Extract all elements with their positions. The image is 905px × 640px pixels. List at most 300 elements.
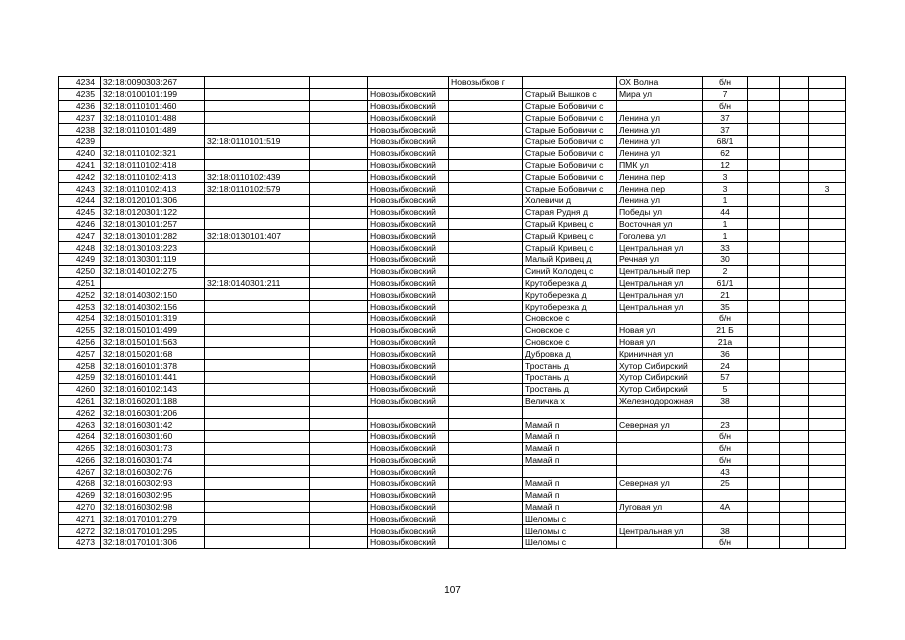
- city-cell: [449, 289, 523, 301]
- house-cell: 37: [703, 112, 748, 124]
- district-cell: Новозыбковский: [368, 466, 449, 478]
- settlement-cell: [523, 77, 617, 89]
- table-row: [59, 442, 846, 454]
- extra-cell-3: [809, 265, 846, 277]
- empty-cell: [310, 88, 368, 100]
- house-cell: 3: [703, 171, 748, 183]
- row-number-cell: 4251: [59, 277, 101, 289]
- extra-cell-1: [748, 407, 780, 419]
- street-cell: Ленина ул: [617, 112, 703, 124]
- house-cell: 25: [703, 478, 748, 490]
- empty-cell: [310, 253, 368, 265]
- extra-cell-2: [780, 301, 809, 313]
- city-cell: [449, 206, 523, 218]
- cadastral-number-alt-cell: 32:18:0110102:579: [205, 183, 310, 195]
- district-cell: [368, 77, 449, 89]
- extra-cell-1: [748, 277, 780, 289]
- cadastral-number-cell: 32:18:0160302:76: [101, 466, 205, 478]
- settlement-cell: Мамай п: [523, 442, 617, 454]
- extra-cell-3: [809, 371, 846, 383]
- city-cell: [449, 183, 523, 195]
- house-cell: 21: [703, 289, 748, 301]
- settlement-cell: Старый Кривец с: [523, 218, 617, 230]
- cadastral-number-cell: 32:18:0110102:418: [101, 159, 205, 171]
- row-number-cell: 4259: [59, 371, 101, 383]
- extra-cell-1: [748, 147, 780, 159]
- empty-cell: [310, 242, 368, 254]
- extra-cell-2: [780, 348, 809, 360]
- city-cell: [449, 265, 523, 277]
- district-cell: Новозыбковский: [368, 206, 449, 218]
- district-cell: Новозыбковский: [368, 265, 449, 277]
- extra-cell-2: [780, 466, 809, 478]
- table-row: [59, 395, 846, 407]
- table-row: [59, 348, 846, 360]
- city-cell: [449, 218, 523, 230]
- settlement-cell: Мамай п: [523, 419, 617, 431]
- extra-cell-2: [780, 218, 809, 230]
- extra-cell-2: [780, 312, 809, 324]
- settlement-cell: Мамай п: [523, 430, 617, 442]
- extra-cell-2: [780, 501, 809, 513]
- empty-cell: [310, 324, 368, 336]
- empty-cell: [310, 501, 368, 513]
- street-cell: Хутор Сибирский: [617, 371, 703, 383]
- cadastral-number-cell: 32:18:0160201:188: [101, 395, 205, 407]
- cadastral-number-alt-cell: [205, 253, 310, 265]
- data-table: [58, 76, 846, 549]
- settlement-cell: Крутоберезка д: [523, 277, 617, 289]
- extra-cell-2: [780, 537, 809, 549]
- cadastral-number-alt-cell: [205, 324, 310, 336]
- street-cell: Ленина пер: [617, 183, 703, 195]
- extra-cell-1: [748, 289, 780, 301]
- row-number-cell: 4266: [59, 454, 101, 466]
- extra-cell-3: [809, 419, 846, 431]
- cadastral-number-alt-cell: [205, 312, 310, 324]
- table-row: [59, 147, 846, 159]
- settlement-cell: Крутоберезка д: [523, 301, 617, 313]
- extra-cell-1: [748, 124, 780, 136]
- empty-cell: [310, 454, 368, 466]
- city-cell: [449, 336, 523, 348]
- street-cell: [617, 489, 703, 501]
- cadastral-number-alt-cell: [205, 466, 310, 478]
- district-cell: Новозыбковский: [368, 88, 449, 100]
- table-row: [59, 88, 846, 100]
- extra-cell-2: [780, 430, 809, 442]
- table-row: [59, 230, 846, 242]
- street-cell: Криничная ул: [617, 348, 703, 360]
- empty-cell: [310, 419, 368, 431]
- district-cell: Новозыбковский: [368, 289, 449, 301]
- district-cell: Новозыбковский: [368, 336, 449, 348]
- cadastral-number-cell: 32:18:0160302:95: [101, 489, 205, 501]
- extra-cell-1: [748, 77, 780, 89]
- district-cell: Новозыбковский: [368, 171, 449, 183]
- city-cell: [449, 147, 523, 159]
- extra-cell-1: [748, 348, 780, 360]
- cadastral-number-alt-cell: [205, 218, 310, 230]
- table-row: [59, 525, 846, 537]
- extra-cell-3: [809, 206, 846, 218]
- table-row: [59, 489, 846, 501]
- street-cell: [617, 466, 703, 478]
- table-row: [59, 383, 846, 395]
- table-row: [59, 501, 846, 513]
- extra-cell-2: [780, 100, 809, 112]
- house-cell: б/н: [703, 442, 748, 454]
- empty-cell: [310, 360, 368, 372]
- cadastral-number-alt-cell: [205, 112, 310, 124]
- row-number-cell: 4261: [59, 395, 101, 407]
- extra-cell-3: [809, 501, 846, 513]
- cadastral-number-alt-cell: [205, 501, 310, 513]
- street-cell: Ленина пер: [617, 171, 703, 183]
- settlement-cell: Шеломы с: [523, 513, 617, 525]
- extra-cell-1: [748, 525, 780, 537]
- settlement-cell: Крутоберезка д: [523, 289, 617, 301]
- table-row: [59, 194, 846, 206]
- city-cell: [449, 537, 523, 549]
- house-cell: 57: [703, 371, 748, 383]
- table-row: [59, 124, 846, 136]
- extra-cell-1: [748, 171, 780, 183]
- extra-cell-1: [748, 183, 780, 195]
- extra-cell-1: [748, 489, 780, 501]
- district-cell: Новозыбковский: [368, 525, 449, 537]
- empty-cell: [310, 277, 368, 289]
- empty-cell: [310, 112, 368, 124]
- cadastral-number-alt-cell: [205, 194, 310, 206]
- street-cell: Центральная ул: [617, 242, 703, 254]
- house-cell: 1: [703, 230, 748, 242]
- district-cell: Новозыбковский: [368, 218, 449, 230]
- street-cell: Центральная ул: [617, 301, 703, 313]
- cadastral-number-cell: 32:18:0160101:441: [101, 371, 205, 383]
- cadastral-number-alt-cell: [205, 513, 310, 525]
- district-cell: Новозыбковский: [368, 501, 449, 513]
- settlement-cell: Старый Вышков с: [523, 88, 617, 100]
- city-cell: [449, 419, 523, 431]
- street-cell: Луговая ул: [617, 501, 703, 513]
- table-row: [59, 135, 846, 147]
- row-number-cell: 4270: [59, 501, 101, 513]
- empty-cell: [310, 442, 368, 454]
- table-row: [59, 360, 846, 372]
- row-number-cell: 4247: [59, 230, 101, 242]
- city-cell: [449, 100, 523, 112]
- extra-cell-2: [780, 159, 809, 171]
- house-cell: 21 Б: [703, 324, 748, 336]
- street-cell: Победы ул: [617, 206, 703, 218]
- house-cell: 38: [703, 525, 748, 537]
- settlement-cell: Мамай п: [523, 454, 617, 466]
- cadastral-number-alt-cell: [205, 371, 310, 383]
- table-row: [59, 253, 846, 265]
- empty-cell: [310, 100, 368, 112]
- table-row: [59, 336, 846, 348]
- cadastral-number-cell: 32:18:0120301:122: [101, 206, 205, 218]
- row-number-cell: 4262: [59, 407, 101, 419]
- street-cell: Речная ул: [617, 253, 703, 265]
- extra-cell-3: [809, 513, 846, 525]
- extra-cell-3: [809, 430, 846, 442]
- extra-cell-2: [780, 77, 809, 89]
- street-cell: Железнодорожная: [617, 395, 703, 407]
- extra-cell-2: [780, 324, 809, 336]
- empty-cell: [310, 265, 368, 277]
- city-cell: [449, 501, 523, 513]
- cadastral-number-cell: 32:18:0110102:413: [101, 171, 205, 183]
- empty-cell: [310, 348, 368, 360]
- extra-cell-1: [748, 253, 780, 265]
- extra-cell-1: [748, 430, 780, 442]
- extra-cell-1: [748, 442, 780, 454]
- extra-cell-3: [809, 77, 846, 89]
- table-row: [59, 324, 846, 336]
- table-row: [59, 100, 846, 112]
- extra-cell-3: [809, 194, 846, 206]
- cadastral-number-alt-cell: [205, 383, 310, 395]
- house-cell: 36: [703, 348, 748, 360]
- extra-cell-3: [809, 277, 846, 289]
- house-cell: 30: [703, 253, 748, 265]
- district-cell: Новозыбковский: [368, 124, 449, 136]
- house-cell: б/н: [703, 537, 748, 549]
- street-cell: Центральная ул: [617, 525, 703, 537]
- city-cell: Новозыбков г: [449, 77, 523, 89]
- cadastral-number-cell: 32:18:0110101:460: [101, 100, 205, 112]
- house-cell: [703, 407, 748, 419]
- empty-cell: [310, 289, 368, 301]
- empty-cell: [310, 135, 368, 147]
- table-row: [59, 112, 846, 124]
- extra-cell-3: [809, 253, 846, 265]
- extra-cell-1: [748, 371, 780, 383]
- row-number-cell: 4271: [59, 513, 101, 525]
- extra-cell-2: [780, 206, 809, 218]
- extra-cell-1: [748, 194, 780, 206]
- extra-cell-3: [809, 242, 846, 254]
- cadastral-number-cell: [101, 135, 205, 147]
- city-cell: [449, 454, 523, 466]
- cadastral-number-alt-cell: [205, 336, 310, 348]
- cadastral-number-alt-cell: [205, 489, 310, 501]
- extra-cell-3: [809, 124, 846, 136]
- street-cell: Ленина ул: [617, 194, 703, 206]
- extra-cell-1: [748, 383, 780, 395]
- table-row: [59, 513, 846, 525]
- extra-cell-1: [748, 100, 780, 112]
- extra-cell-1: [748, 312, 780, 324]
- extra-cell-3: [809, 454, 846, 466]
- empty-cell: [310, 537, 368, 549]
- street-cell: Гоголева ул: [617, 230, 703, 242]
- cadastral-number-cell: 32:18:0130301:119: [101, 253, 205, 265]
- city-cell: [449, 442, 523, 454]
- street-cell: Мира ул: [617, 88, 703, 100]
- extra-cell-2: [780, 395, 809, 407]
- district-cell: Новозыбковский: [368, 324, 449, 336]
- extra-cell-3: [809, 383, 846, 395]
- row-number-cell: 4273: [59, 537, 101, 549]
- extra-cell-3: [809, 537, 846, 549]
- extra-cell-1: [748, 454, 780, 466]
- row-number-cell: 4235: [59, 88, 101, 100]
- table-row: [59, 289, 846, 301]
- row-number-cell: 4238: [59, 124, 101, 136]
- district-cell: Новозыбковский: [368, 537, 449, 549]
- empty-cell: [310, 383, 368, 395]
- cadastral-number-cell: 32:18:0110102:321: [101, 147, 205, 159]
- house-cell: 2: [703, 265, 748, 277]
- row-number-cell: 4240: [59, 147, 101, 159]
- settlement-cell: Мамай п: [523, 489, 617, 501]
- extra-cell-2: [780, 336, 809, 348]
- empty-cell: [310, 371, 368, 383]
- extra-cell-3: [809, 230, 846, 242]
- street-cell: Ленина ул: [617, 124, 703, 136]
- row-number-cell: 4244: [59, 194, 101, 206]
- cadastral-number-cell: 32:18:0150101:499: [101, 324, 205, 336]
- table-row: [59, 77, 846, 89]
- settlement-cell: Тростань д: [523, 371, 617, 383]
- row-number-cell: 4253: [59, 301, 101, 313]
- table-row: [59, 242, 846, 254]
- house-cell: 24: [703, 360, 748, 372]
- empty-cell: [310, 77, 368, 89]
- extra-cell-2: [780, 277, 809, 289]
- extra-cell-2: [780, 88, 809, 100]
- district-cell: Новозыбковский: [368, 112, 449, 124]
- street-cell: [617, 454, 703, 466]
- extra-cell-3: [809, 466, 846, 478]
- extra-cell-3: [809, 135, 846, 147]
- extra-cell-3: [809, 218, 846, 230]
- settlement-cell: Старый Кривец с: [523, 242, 617, 254]
- cadastral-number-cell: 32:18:0160301:73: [101, 442, 205, 454]
- cadastral-number-alt-cell: [205, 289, 310, 301]
- cadastral-number-alt-cell: [205, 147, 310, 159]
- district-cell: Новозыбковский: [368, 383, 449, 395]
- cadastral-number-cell: 32:18:0120101:306: [101, 194, 205, 206]
- district-cell: Новозыбковский: [368, 301, 449, 313]
- house-cell: 43: [703, 466, 748, 478]
- row-number-cell: 4236: [59, 100, 101, 112]
- extra-cell-3: [809, 100, 846, 112]
- row-number-cell: 4260: [59, 383, 101, 395]
- extra-cell-2: [780, 419, 809, 431]
- street-cell: Восточная ул: [617, 218, 703, 230]
- district-cell: Новозыбковский: [368, 253, 449, 265]
- district-cell: Новозыбковский: [368, 430, 449, 442]
- city-cell: [449, 301, 523, 313]
- empty-cell: [310, 513, 368, 525]
- row-number-cell: 4245: [59, 206, 101, 218]
- cadastral-number-cell: [101, 277, 205, 289]
- house-cell: 38: [703, 395, 748, 407]
- extra-cell-3: [809, 171, 846, 183]
- extra-cell-1: [748, 419, 780, 431]
- row-number-cell: 4246: [59, 218, 101, 230]
- empty-cell: [310, 336, 368, 348]
- cadastral-number-cell: 32:18:0170101:279: [101, 513, 205, 525]
- district-cell: Новозыбковский: [368, 395, 449, 407]
- district-cell: Новозыбковский: [368, 183, 449, 195]
- extra-cell-3: [809, 407, 846, 419]
- extra-cell-2: [780, 360, 809, 372]
- district-cell: Новозыбковский: [368, 135, 449, 147]
- extra-cell-3: [809, 159, 846, 171]
- row-number-cell: 4249: [59, 253, 101, 265]
- page-number: 107: [444, 585, 461, 596]
- cadastral-number-cell: 32:18:0100101:199: [101, 88, 205, 100]
- cadastral-number-cell: 32:18:0160301:206: [101, 407, 205, 419]
- row-number-cell: 4258: [59, 360, 101, 372]
- city-cell: [449, 171, 523, 183]
- street-cell: Хутор Сибирский: [617, 383, 703, 395]
- settlement-cell: Старые Бобовичи с: [523, 171, 617, 183]
- city-cell: [449, 348, 523, 360]
- row-number-cell: 4248: [59, 242, 101, 254]
- cadastral-number-alt-cell: [205, 206, 310, 218]
- extra-cell-2: [780, 525, 809, 537]
- street-cell: [617, 513, 703, 525]
- settlement-cell: Мамай п: [523, 478, 617, 490]
- settlement-cell: Дубровка д: [523, 348, 617, 360]
- cadastral-number-alt-cell: [205, 395, 310, 407]
- district-cell: Новозыбковский: [368, 348, 449, 360]
- extra-cell-2: [780, 171, 809, 183]
- extra-cell-2: [780, 383, 809, 395]
- cadastral-number-cell: 32:18:0140302:150: [101, 289, 205, 301]
- city-cell: [449, 253, 523, 265]
- cadastral-number-alt-cell: [205, 525, 310, 537]
- cadastral-number-cell: 32:18:0150201:68: [101, 348, 205, 360]
- extra-cell-1: [748, 513, 780, 525]
- row-number-cell: 4237: [59, 112, 101, 124]
- extra-cell-2: [780, 242, 809, 254]
- house-cell: 35: [703, 301, 748, 313]
- empty-cell: [310, 489, 368, 501]
- cadastral-number-cell: 32:18:0110101:488: [101, 112, 205, 124]
- cadastral-number-alt-cell: [205, 442, 310, 454]
- row-number-cell: 4250: [59, 265, 101, 277]
- district-cell: Новозыбковский: [368, 442, 449, 454]
- extra-cell-3: 3: [809, 183, 846, 195]
- cadastral-number-alt-cell: [205, 430, 310, 442]
- cadastral-number-cell: 32:18:0150101:319: [101, 312, 205, 324]
- city-cell: [449, 371, 523, 383]
- settlement-cell: Сновское с: [523, 324, 617, 336]
- empty-cell: [310, 301, 368, 313]
- cadastral-number-cell: 32:18:0160301:42: [101, 419, 205, 431]
- house-cell: [703, 513, 748, 525]
- row-number-cell: 4269: [59, 489, 101, 501]
- extra-cell-1: [748, 159, 780, 171]
- street-cell: Новая ул: [617, 324, 703, 336]
- table-row: [59, 218, 846, 230]
- empty-cell: [310, 430, 368, 442]
- city-cell: [449, 112, 523, 124]
- district-cell: Новозыбковский: [368, 489, 449, 501]
- city-cell: [449, 242, 523, 254]
- extra-cell-2: [780, 194, 809, 206]
- settlement-cell: Сновское с: [523, 336, 617, 348]
- street-cell: [617, 537, 703, 549]
- extra-cell-1: [748, 537, 780, 549]
